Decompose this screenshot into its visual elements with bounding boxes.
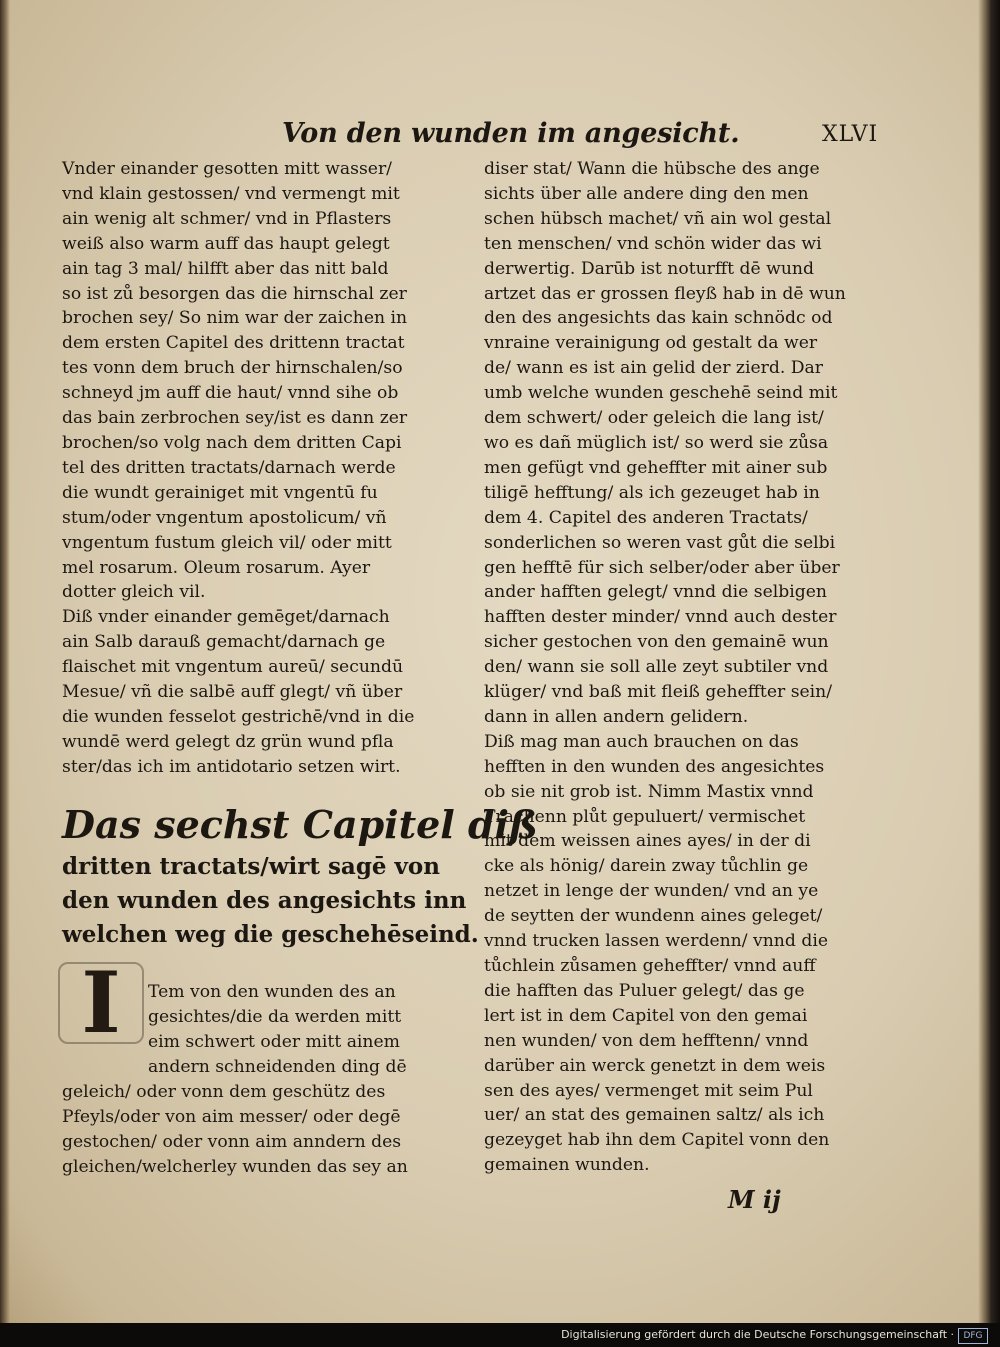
text-line: vnraine verainigung od gestalt da wer xyxy=(484,333,818,354)
text-line: die wunden fesselot gestrichē/vnd in die xyxy=(62,706,415,727)
text-line: die hafften das Puluer gelegt/ das ge xyxy=(484,980,805,1001)
chapter-heading-line: welchen weg die geschehēseind. xyxy=(62,921,479,948)
text-line: Vnder einander gesotten mitt wasser/ xyxy=(62,159,392,179)
dropcap-paragraph xyxy=(148,980,407,1080)
text-line: die wundt gerainiget mit vngentū fu xyxy=(62,482,378,503)
text-line: men gefügt vnd geheffter mit ainer sub xyxy=(484,457,828,478)
text-line: de/ wann es ist ain gelid der zierd. Dar xyxy=(484,358,824,379)
text-line: gleichen/welcherley wunden das sey an xyxy=(62,1156,408,1177)
text-line: dotter gleich vil. xyxy=(62,582,206,603)
left-column-text xyxy=(62,157,462,780)
text-line: Trachenn plůt gepuluert/ vermischet xyxy=(484,806,806,827)
text-line: mel rosarum. Oleum rosarum. Ayer xyxy=(62,557,371,578)
text-line: uer/ an stat des gemainen saltz/ als ich xyxy=(484,1105,825,1126)
text-line: hafften dester minder/ vnnd auch dester xyxy=(484,607,837,628)
text-line: so ist zů besorgen das die hirnschal zer xyxy=(62,283,407,304)
text-line: de seytten der wundenn aines geleget/ xyxy=(484,906,823,927)
text-line: Diß mag man auch brauchen on das xyxy=(484,731,799,752)
text-line: nen wunden/ von dem hefftenn/ vnnd xyxy=(484,1030,809,1051)
text-line: diser stat/ Wann die hübsche des ange xyxy=(484,159,820,179)
text-line: darüber ain werck genetzt in dem weis xyxy=(484,1055,826,1076)
text-line: hefften in den wunden des angesichtes xyxy=(484,756,825,777)
text-line: dem 4. Capitel des anderen Tractats/ xyxy=(484,507,808,528)
chapter-heading xyxy=(62,800,538,952)
signature-mark: M ij xyxy=(728,1185,781,1214)
text-line: cke als hönig/ darein zway tůchlin ge xyxy=(484,856,809,877)
page-right-edge xyxy=(978,0,1000,1323)
text-line: gemainen wunden. xyxy=(484,1155,650,1176)
text-line: ten menschen/ vnd schön wider das wi xyxy=(484,233,822,254)
text-line: dem ersten Capitel des drittenn tractat xyxy=(62,333,405,354)
text-line: umb welche wunden geschehē seind mit xyxy=(484,383,838,404)
text-line: dann in allen andern gelidern. xyxy=(484,706,749,727)
text-line: lert ist in dem Capitel von den gemai xyxy=(484,1005,808,1026)
folio-number: XLVI xyxy=(822,122,879,147)
text-line: klüger/ vnd baß mit fleiß geheffter sein/ xyxy=(484,682,833,703)
text-line: vnnd trucken lassen werdenn/ vnnd die xyxy=(484,931,828,952)
text-line: stum/oder vngentum apostolicum/ vñ xyxy=(62,507,387,528)
text-line: das bain zerbrochen sey/ist es dann zer xyxy=(62,408,408,429)
chapter-heading-line: den wunden des angesichts inn xyxy=(62,887,467,914)
right-column-text xyxy=(484,157,884,1178)
text-line: brochen sey/ So nim war der zaichen in xyxy=(62,308,408,329)
text-line: brochen/so volg nach dem dritten Capi xyxy=(62,432,402,453)
text-line: gestochen/ oder vonn aim anndern des xyxy=(62,1131,402,1152)
text-line: ob sie nit grob ist. Nimm Mastix vnnd xyxy=(484,781,814,802)
text-line: derwertig. Darūb ist noturfft dē wund xyxy=(484,258,814,279)
text-line: netzet in lenge der wunden/ vnd an ye xyxy=(484,881,819,902)
text-line: vngentum fustum gleich vil/ oder mitt xyxy=(62,532,392,553)
chapter-heading-line: dritten tractats/wirt sagē von xyxy=(62,853,440,880)
text-line: den/ wann sie soll alle zeyt subtiler vnd xyxy=(484,657,829,678)
text-line: wo es dañ müglich ist/ so werd sie zůsa xyxy=(484,432,829,453)
text-line: geleich/ oder vonn dem geschütz des xyxy=(62,1082,386,1102)
text-line: dem schwert/ oder geleich die lang ist/ xyxy=(484,408,824,429)
text-line: vnd klain gestossen/ vnd vermengt mit xyxy=(62,183,400,204)
chapter-heading-line: Das sechst Capitel diß xyxy=(62,802,538,847)
text-line: mit dem weissen aines ayes/ in der di xyxy=(484,831,811,852)
text-line: schen hübsch machet/ vñ ain wol gestal xyxy=(484,208,832,229)
dfg-logo-icon: DFG xyxy=(958,1328,988,1344)
text-line: gezeyget hab ihn dem Capitel vonn den xyxy=(484,1130,830,1151)
text-line: Pfeyls/oder von aim messer/ oder degē xyxy=(62,1106,401,1127)
text-line: Tem von den wunden des an xyxy=(148,982,396,1002)
page-left-edge xyxy=(0,0,10,1323)
chapter-paragraph xyxy=(62,1080,408,1180)
text-line: andern schneidenden ding dē xyxy=(148,1056,407,1077)
text-line: eim schwert oder mitt ainem xyxy=(148,1031,400,1052)
running-title: Von den wunden im angesicht. xyxy=(282,118,740,149)
text-line: ain tag 3 mal/ hilfft aber das nitt bald xyxy=(62,258,389,279)
text-line: flaischet mit vngentum aureū/ secundū xyxy=(62,657,404,678)
text-line: gen hefftē für sich selber/oder aber über xyxy=(484,557,840,578)
text-line: tiligē hefftung/ als ich gezeuget hab in xyxy=(484,482,820,503)
text-line: den des angesichts das kain schnödc od xyxy=(484,308,833,329)
text-line: sonderlichen so weren vast gůt die selbi xyxy=(484,532,836,553)
text-line: schneyd jm auff die haut/ vnnd sihe ob xyxy=(62,383,399,404)
text-line: tes vonn dem bruch der hirnschalen/so xyxy=(62,358,403,379)
footer-credit: Digitalisierung gefördert durch die Deutsche Forschungsgemeinschaft · xyxy=(561,1328,954,1341)
text-line: tůchlein zůsamen geheffter/ vnnd auff xyxy=(484,956,816,976)
text-line: wundē werd gelegt dz grün wund pfla xyxy=(62,731,394,752)
text-line: gesichtes/die da werden mitt xyxy=(148,1006,402,1027)
text-line: artzet das er grossen fleyß hab in dē wun xyxy=(484,283,846,304)
text-line: tel des dritten tractats/darnach werde xyxy=(62,457,396,478)
text-line: ain wenig alt schmer/ vnd in Pflasters xyxy=(62,208,392,229)
text-line: ster/das ich im antidotario setzen wirt. xyxy=(62,756,401,777)
text-line: ain Salb darauß gemacht/darnach ge xyxy=(62,632,386,653)
text-line: Mesue/ vñ die salbē auff glegt/ vñ über xyxy=(62,682,403,703)
text-line: ander hafften gelegt/ vnnd die selbigen xyxy=(484,582,827,603)
text-line: sicher gestochen von den gemainē wun xyxy=(484,632,829,653)
text-line: sichts über alle andere ding den men xyxy=(484,183,809,204)
text-line: sen des ayes/ vermenget mit seim Pul xyxy=(484,1080,813,1101)
text-line: weiß also warm auff das haupt gelegt xyxy=(62,233,390,254)
text-line: Diß vnder einander gemēget/darnach xyxy=(62,607,390,628)
decorated-initial: I xyxy=(58,962,144,1044)
